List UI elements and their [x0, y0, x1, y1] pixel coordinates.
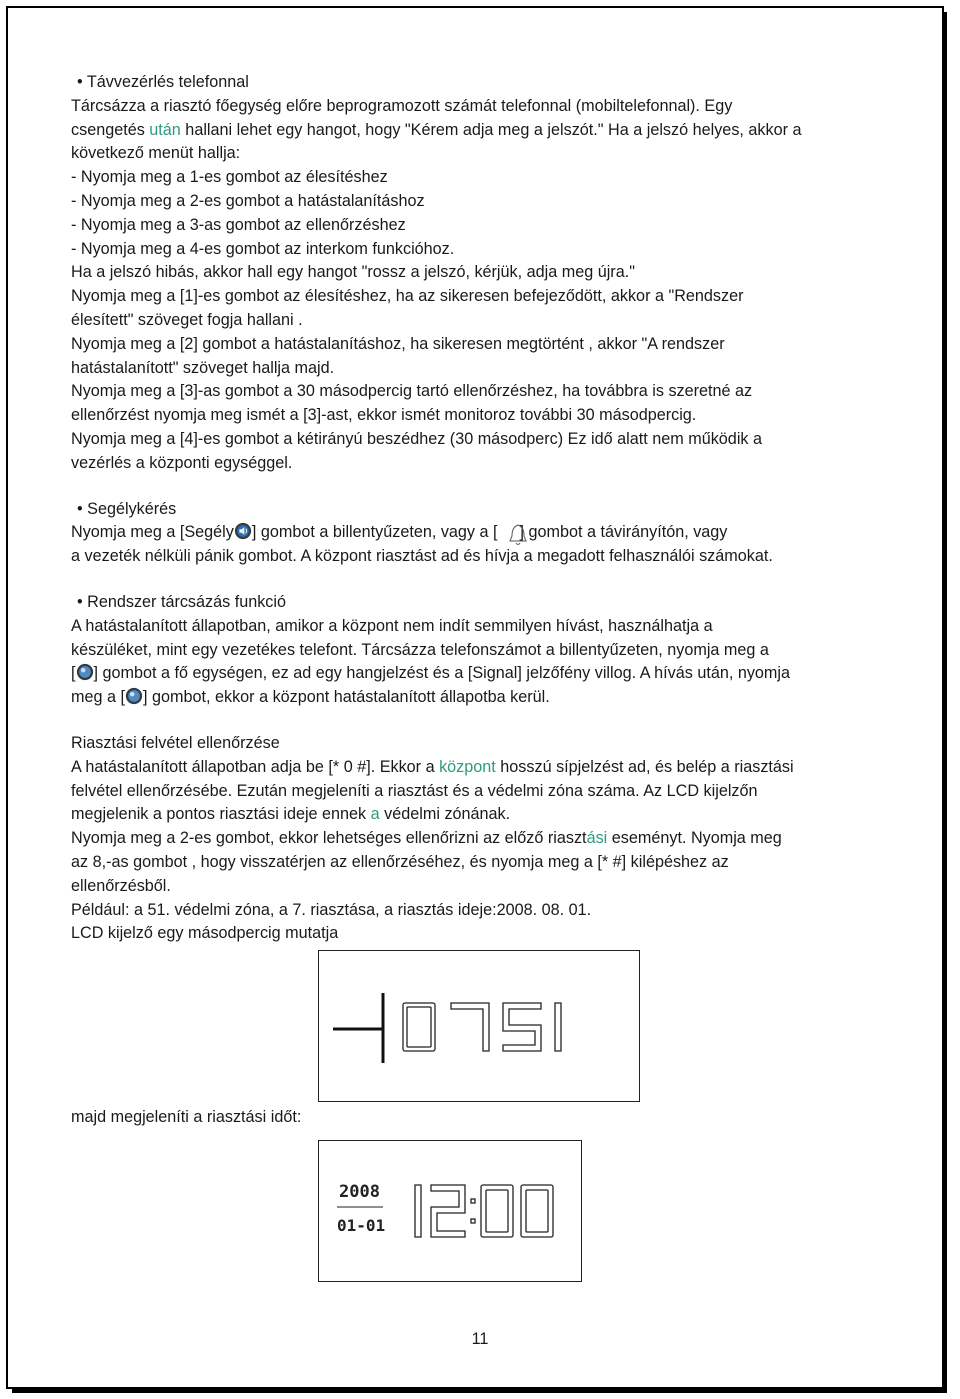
document-body: [71, 71, 861, 946]
menu-item: - Nyomja meg a 4-es gombot az interkom funkcióhoz.: [71, 239, 455, 258]
alarmlog-line-6: ellenőrzésből.: [71, 876, 171, 895]
menu-item: - Nyomja meg a 1-es gombot az élesítéshez: [71, 168, 388, 187]
lcd-segment-graphic: [319, 951, 639, 1101]
alarmlog-line-8: LCD kijelző egy másodpercig mutatja: [71, 924, 339, 943]
paragraph-line: hatástalanított" szöveget hallja majd.: [71, 358, 335, 377]
alarmlog-line-1: A hatástalanított állapotban adja be [* 0 #]. Ekkor a központ hosszú sípjelzést ad, és belép a riasztási: [71, 757, 794, 776]
bell-icon: [508, 523, 528, 549]
paragraph-line: vezérlés a központi egységgel.: [71, 453, 293, 472]
paragraph-line: Ha a jelszó hibás, akkor hall egy hangot "rossz a jelszó, kérjük, adja meg újra.": [71, 263, 635, 282]
alarmlog-line-2: felvétel ellenőrzésébe. Ezután megjeleníti a riasztást és a védelmi zóna száma. Az LCD kijelzőn: [71, 781, 758, 800]
frame-shadow-bottom: [12, 1388, 947, 1393]
remote-heading: • Távvezérlés telefonnal: [77, 73, 249, 91]
highlight-word: után: [149, 120, 181, 139]
lcd-year: 2008: [339, 1182, 380, 1202]
speaker-icon: [234, 522, 252, 540]
help-line-1: Nyomja meg a [Segély ] gombot a billentyűzeten, vagy a [ ] gombot a távirányítón, vagy: [71, 521, 861, 545]
dial-line-2: készüléket, mint egy vezetékes telefont. Tárcsázza telefonszámot a billentyűzeten, nyomja meg a: [71, 640, 769, 659]
paragraph-line: élesített" szöveget fogja hallani .: [71, 310, 303, 329]
lcd-time-graphic: [319, 1141, 581, 1281]
dial-heading: • Rendszer tárcsázás funkció: [77, 592, 286, 611]
alarmlog-line-3: megjelenik a pontos riasztási ideje ennek a védelmi zónának.: [71, 805, 511, 824]
paragraph-line: Nyomja meg a [1]-es gombot az élesítéshez, ha az sikeresen befejeződött, akkor a "Rendszer: [71, 287, 744, 306]
menu-item: - Nyomja meg a 3-as gombot az ellenőrzéshez: [71, 215, 406, 234]
svg-text:12:00: 12:00: [329, 1271, 332, 1272]
dial-line-4: meg a [ ] gombot, ekkor a központ hatástalanított állapotba kerül.: [71, 688, 550, 707]
alarmlog-line-7: Például: a 51. védelmi zóna, a 7. riasztása, a riasztás ideje:2008. 08. 01.: [71, 900, 592, 919]
help-heading: • Segélykérés: [77, 499, 177, 518]
highlight-word: a: [370, 805, 380, 824]
alarmlog-heading: Riasztási felvétel ellenőrzése: [71, 733, 280, 752]
highlight-word: központ: [439, 757, 496, 776]
page-number: 11: [471, 1330, 489, 1348]
help-line-2: a vezeték nélküli pánik gombot. A központ riasztást ad és hívja a megadott felhasználói számokat.: [71, 547, 773, 566]
paragraph-line: Nyomja meg a [4]-es gombot a kétirányú beszédhez (30 másodperc) Ez idő alatt nem működik a: [71, 429, 763, 448]
remote-line-2: csengetés után hallani lehet egy hangot, hogy "Kérem adja meg a jelszót." Ha a jelszó helyes, akkor a: [71, 120, 802, 139]
phone-button-icon: [76, 663, 94, 681]
paragraph-line: Nyomja meg a [3]-as gombot a 30 másodpercig tartó ellenőrzéshez, ha továbbra is szeretné az: [71, 382, 753, 401]
lcd-display-zone: [318, 950, 640, 1102]
paragraph-line: Nyomja meg a [2] gombot a hatástalanításhoz, ha sikeresen megtörtént , akkor "A rendszer: [71, 334, 725, 353]
svg-text:0751: 0751: [329, 1091, 332, 1092]
remote-line-3: következő menüt hallja:: [71, 144, 241, 163]
dial-line-3: [ ] gombot a fő egységen, ez ad egy hangjelzést és a [Signal] jelzőfény villog. A hívás után, nyomja: [71, 664, 790, 683]
lcd-clock-digits: [415, 1185, 553, 1237]
phone-button-icon: [125, 687, 143, 705]
remote-line-1: Tárcsázza a riasztó főegység előre beprogramozott számát telefonnal (mobiltelefonnal). Egy: [71, 96, 733, 115]
lcd-caption: majd megjeleníti a riasztási időt:: [71, 1108, 302, 1126]
menu-item: - Nyomja meg a 2-es gombot a hatástalanításhoz: [71, 191, 425, 210]
lcd-display-time: [318, 1140, 582, 1282]
frame-shadow-right: [942, 12, 947, 1393]
lcd-date: 01-01: [337, 1216, 386, 1235]
paragraph-line: ellenőrzést nyomja meg ismét a [3]-ast, ekkor ismét monitoroz további 30 másodpercig.: [71, 406, 697, 425]
dial-line-1: A hatástalanított állapotban, amikor a központ nem indít semmilyen hívást, használhatja a: [71, 616, 713, 635]
highlight-word: ási: [586, 829, 608, 848]
alarmlog-line-4: Nyomja meg a 2-es gombot, ekkor lehetséges ellenőrizni az előző riasztási eseményt. Nyomja meg: [71, 829, 782, 848]
lcd-digits-zone: [403, 1003, 561, 1051]
alarmlog-line-5: az 8,-as gombot , hogy visszatérjen az ellenőrzéséhez, és nyomja meg a [* #] kilépéshez az: [71, 852, 729, 871]
